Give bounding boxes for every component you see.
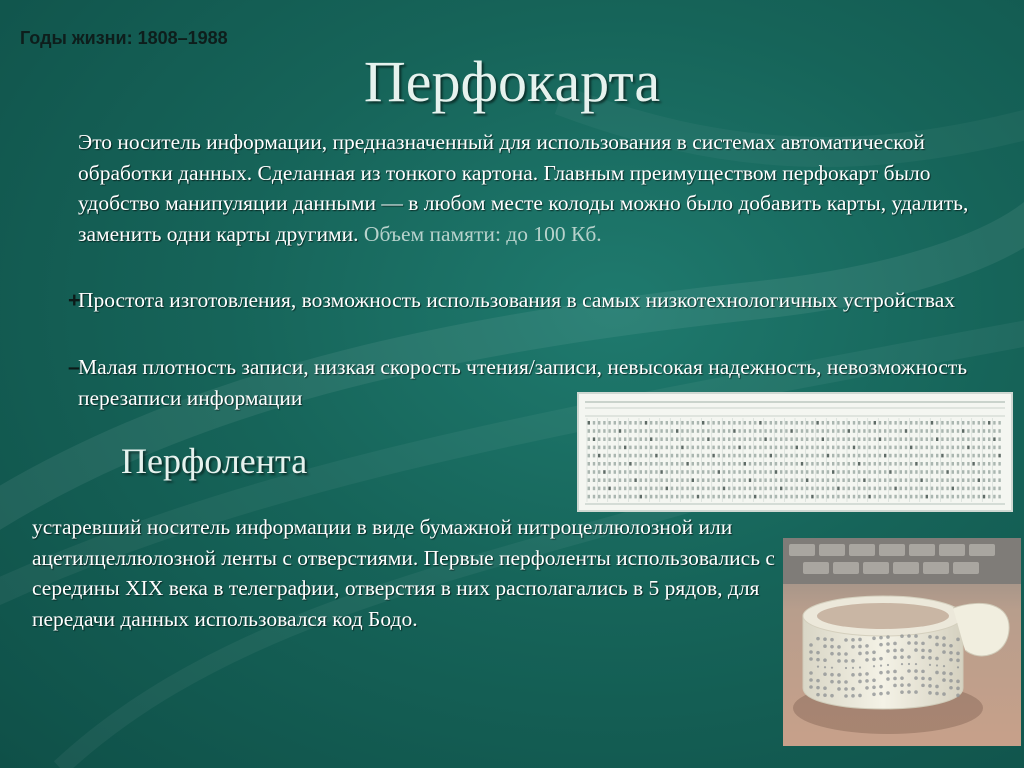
section-subtitle: Перфолента: [121, 441, 308, 481]
years-of-life: Годы жизни: 1808–1988: [20, 28, 228, 48]
minus-mark: –: [68, 355, 80, 379]
pros-bullet: [68, 285, 998, 316]
memory-capacity: Объем памяти: до 100 Кб.: [363, 221, 602, 246]
plus-mark: +: [68, 288, 81, 312]
description-paragraph: [78, 127, 1013, 249]
punched-tape-drawing: [783, 538, 1021, 746]
pros-text: Простота изготовления, возможность использования в самых низкотехнологичных устройствах: [78, 288, 956, 312]
slide-title: Перфокарта: [363, 49, 661, 114]
cons-text: Малая плотность записи, низкая скорость чтения/записи, невысокая надежность, невозможность перезаписи информации: [78, 355, 968, 410]
tape-description: устаревший носитель информации в виде бумажной нитроцеллюлозной или ацетилцеллюлозной ленты с отверстиями. Первые перфоленты использовались с середины XIX века в телеграфии, отверстия в них располагались в 5 рядов, для передачи данных использовался код Бодо.: [32, 515, 775, 631]
punch-card-image: [577, 392, 1013, 512]
punched-tape-image: [783, 538, 1021, 746]
punch-card-drawing: [579, 394, 1011, 510]
description-text: Это носитель информации, предназначенный для использования в системах автоматической обработки данных. Сделанная из тонкого картона. Главным преимуществом перфокарт было удобство манипуляции данными — в любом месте колоды можно было добавить карты, удалить, заменить одни карты другими.: [78, 130, 969, 246]
